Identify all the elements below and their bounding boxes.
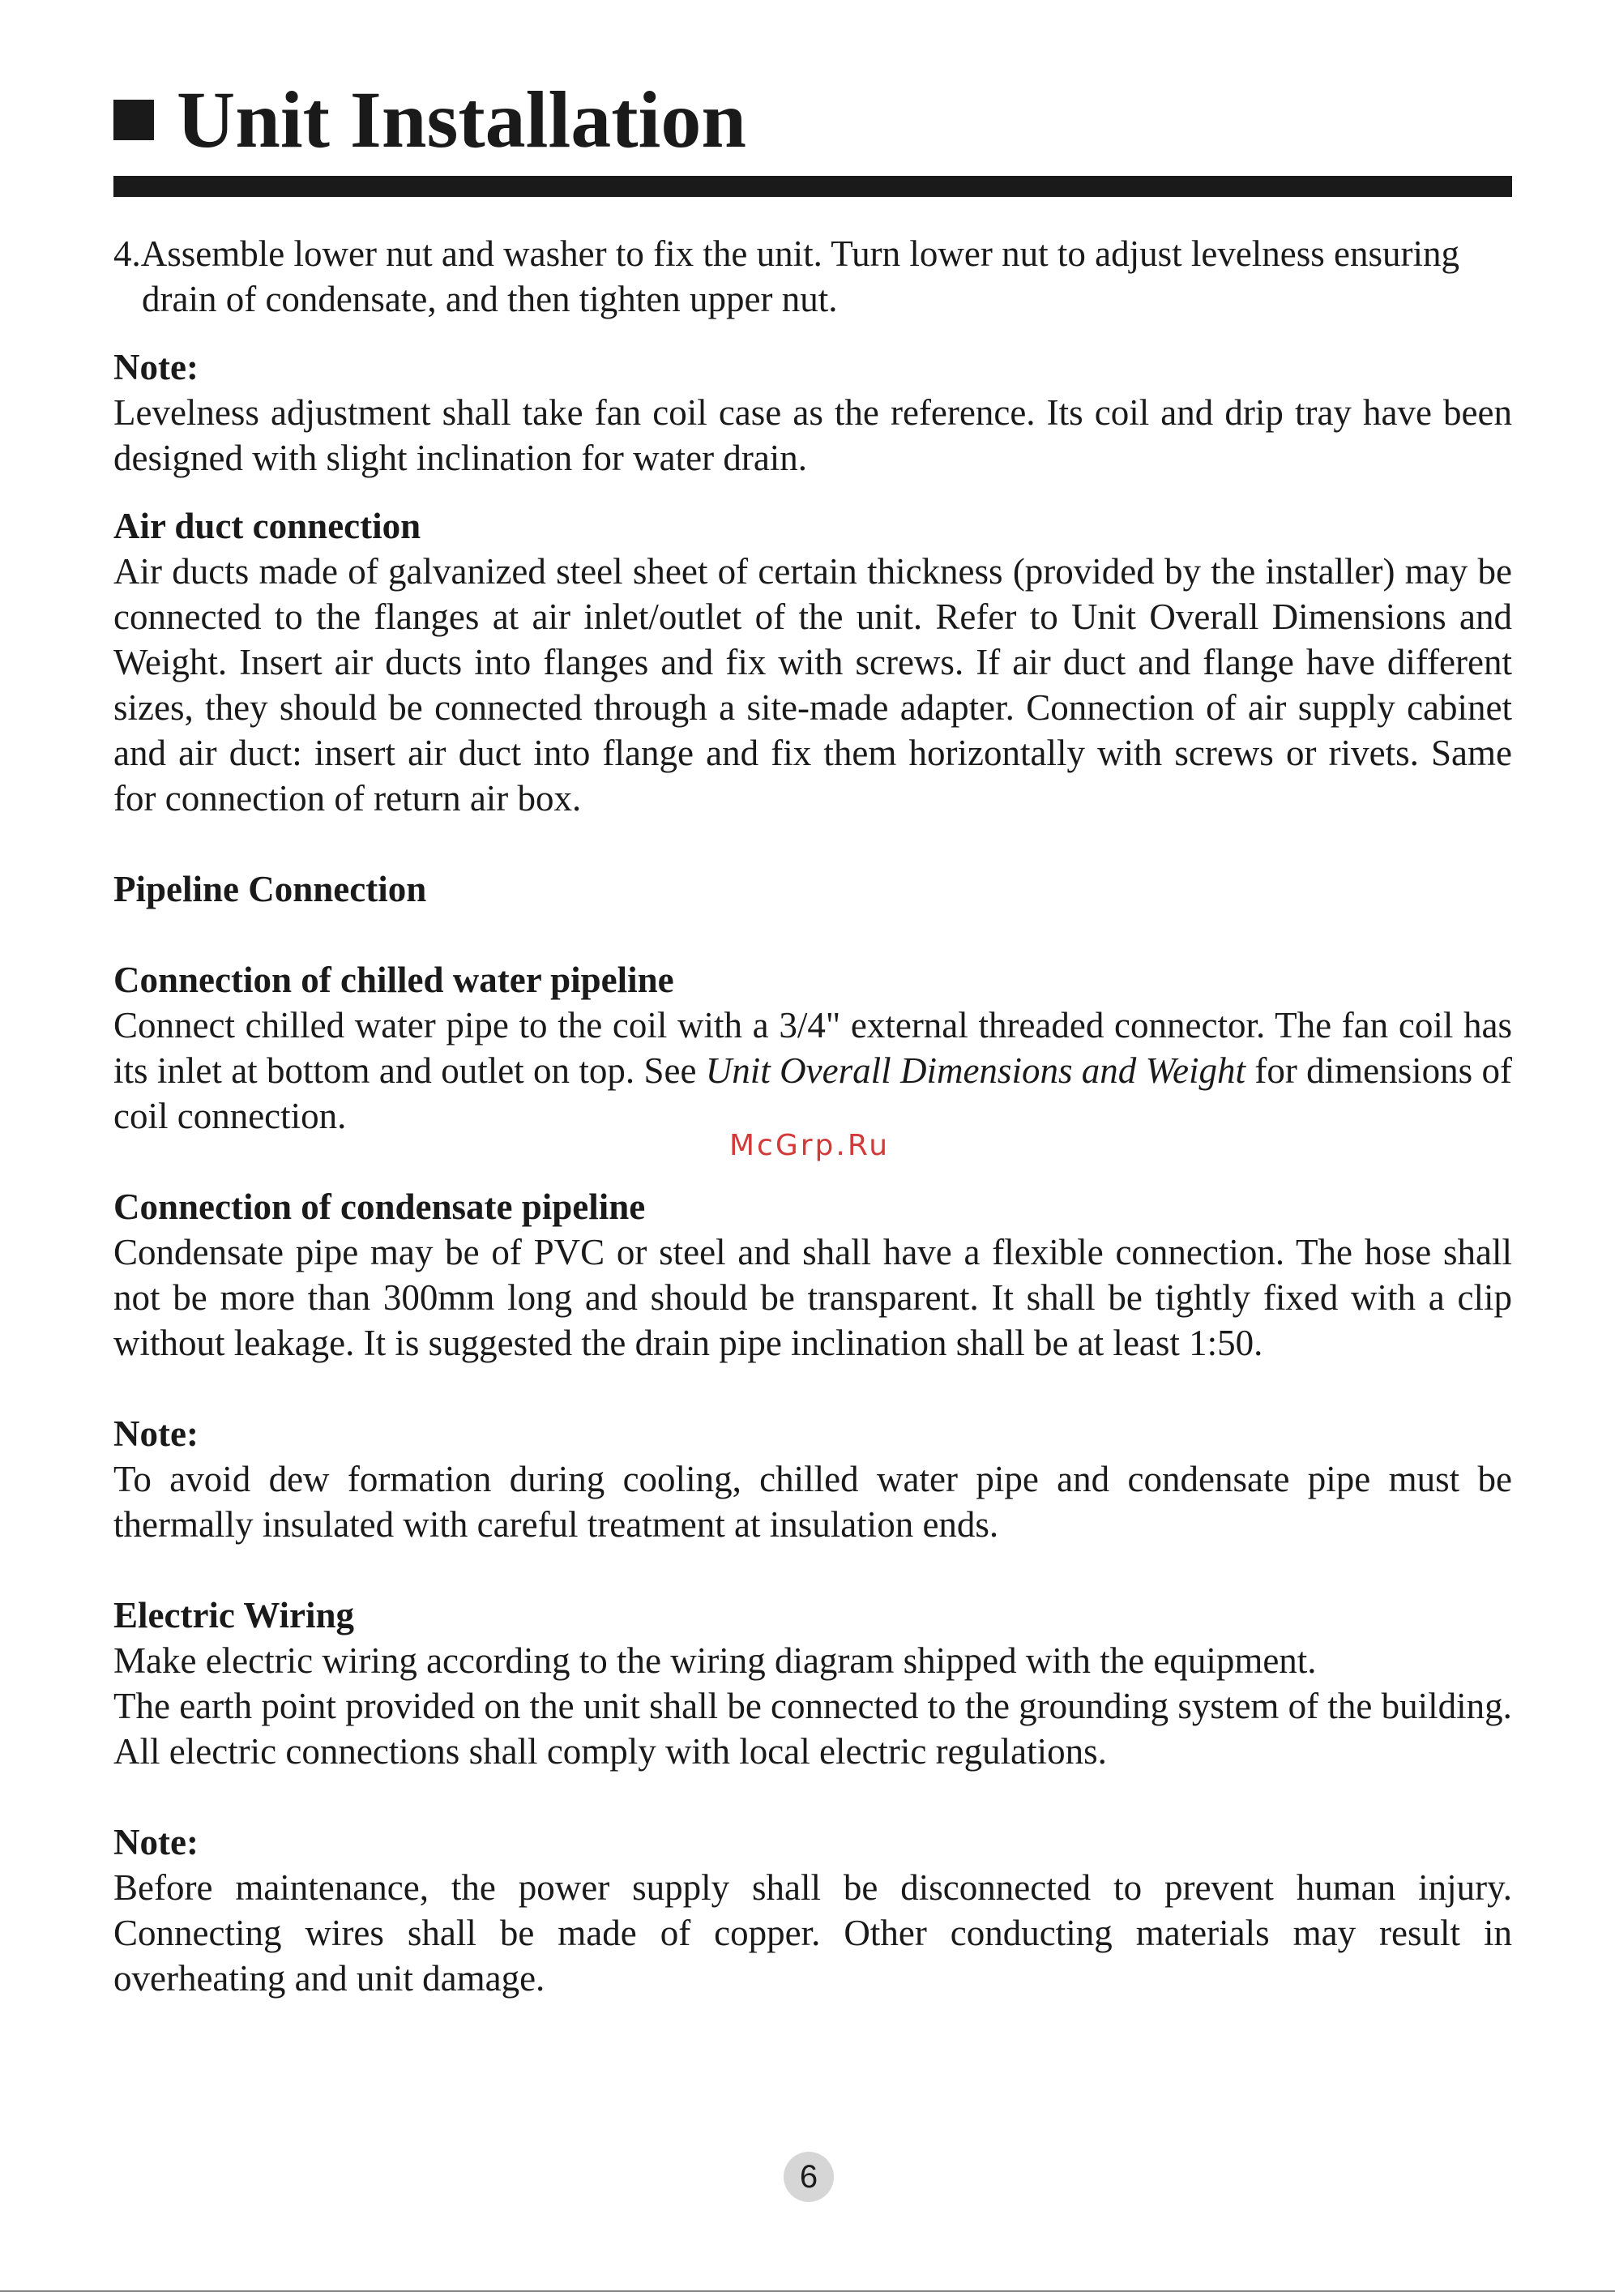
air-duct-text: Air ducts made of galvanized steel sheet of certain thickness (provided by the installer) may be connected to the flanges at air inlet/outlet of the unit. Refer to Unit Overall Dimensions and Weight. Insert air ducts into flanges and fix with screws. If air duct and flange have different sizes, they should be connected through a site-made adapter. Connection of air supply cabinet and air duct: insert air duct into flange and fix them horizontally with screws or rivets. Same for connection of return air box. <box>113 551 1512 819</box>
chilled-water-text <box>113 1003 1512 1139</box>
title-divider <box>113 176 1512 197</box>
chilled-water-text-start: Connect chilled water pipe to the coil with a 3/4" external threaded connector. The fan coil has its inlet at bottom and outlet on top. See <box>113 1005 1512 1091</box>
note-2-heading: Note: <box>113 1413 199 1454</box>
page-number: 6 <box>799 2158 818 2195</box>
chilled-water-text-end: for dimensions of coil connection. <box>113 1050 1512 1136</box>
electric-wiring-line-3: All electric connections shall comply with local electric regulations. <box>113 1731 1107 1772</box>
page-title: Unit Installation <box>177 75 746 165</box>
watermark: McGrp.Ru <box>729 1129 891 1162</box>
chilled-water-reference: Unit Overall Dimensions and Weight <box>705 1050 1245 1091</box>
square-bullet-icon <box>113 100 154 140</box>
pipeline-heading: Pipeline Connection <box>113 869 427 909</box>
electric-wiring-line-2: The earth point provided on the unit shall be connected to the grounding system of the building. <box>113 1686 1512 1726</box>
electric-wiring-line-1: Make electric wiring according to the wiring diagram shipped with the equipment. <box>113 1640 1317 1681</box>
note-2-text: To avoid dew formation during cooling, chilled water pipe and condensate pipe must be thermally insulated with careful treatment at insulation ends. <box>113 1459 1512 1545</box>
note-3-heading: Note: <box>113 1822 199 1862</box>
air-duct-heading: Air duct connection <box>113 506 421 546</box>
condensate-text: Condensate pipe may be of PVC or steel and shall have a flexible connection. The hose shall not be more than 300mm long and should be transparent. It shall be tightly fixed with a clip without leakage. It is suggested the drain pipe inclination shall be at least 1:50. <box>113 1232 1512 1363</box>
page-number-badge <box>784 2152 834 2202</box>
document-body <box>113 231 1512 2001</box>
page-bottom-edge <box>0 2290 1615 2292</box>
step-4-line-1: 4.Assemble lower nut and washer to fix the unit. Turn lower nut to adjust levelness ensuring <box>113 233 1460 274</box>
note-3-text: Before maintenance, the power supply shall be disconnected to prevent human injury. Connecting wires shall be made of copper. Other conducting materials may result in overheating and unit damage. <box>113 1867 1512 1999</box>
chilled-water-heading: Connection of chilled water pipeline <box>113 960 674 1000</box>
note-1-heading: Note: <box>113 347 199 387</box>
condensate-heading: Connection of condensate pipeline <box>113 1186 646 1227</box>
page-header <box>113 75 746 165</box>
electric-wiring-heading: Electric Wiring <box>113 1595 355 1635</box>
note-1-text: Levelness adjustment shall take fan coil case as the reference. Its coil and drip tray have been designed with slight inclination for water drain. <box>113 392 1512 478</box>
step-4-line-2: drain of condensate, and then tighten upper nut. <box>142 279 838 319</box>
